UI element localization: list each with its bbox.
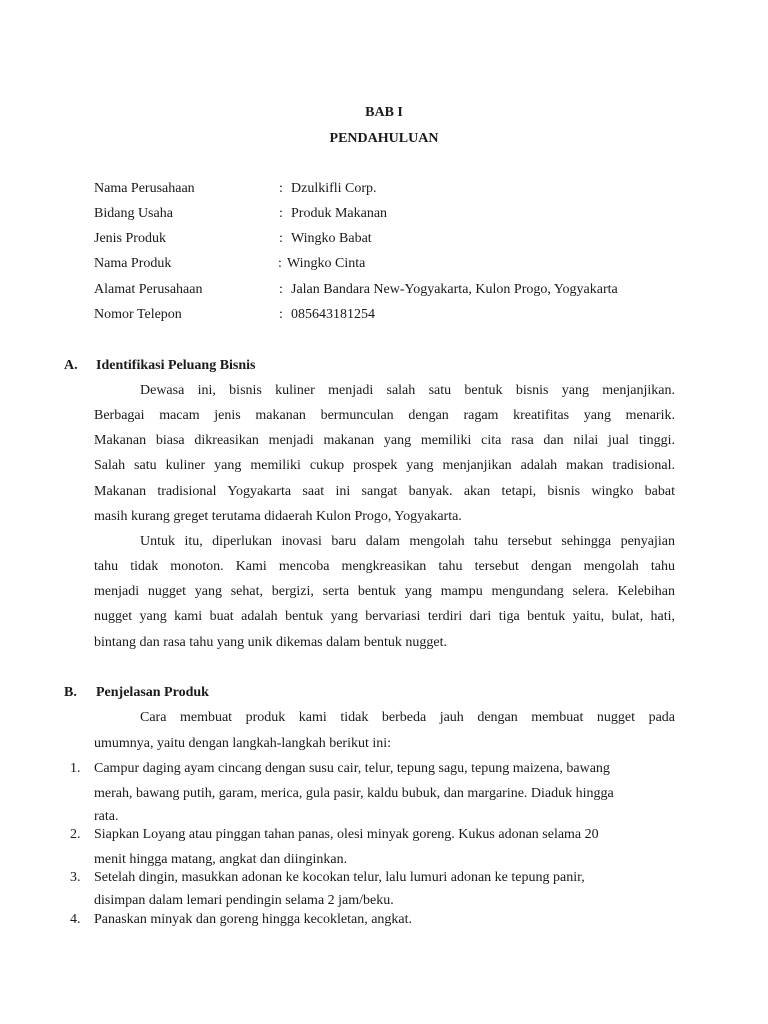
step-number: 3.: [70, 870, 81, 885]
step-text-line: Panaskan minyak dan goreng hingga kecokletan, angkat.: [94, 912, 413, 927]
text-line: Makanan biasa dikreasikan menjadi makanan yang memiliki cita rasa dan nilai jual tinggi.: [94, 433, 675, 448]
info-sep: :: [278, 256, 282, 271]
step-number: 4.: [70, 912, 81, 927]
section-a-heading: Identifikasi Peluang Bisnis: [96, 358, 256, 373]
step-text-line: menit hingga matang, angkat dan diinginkan.: [94, 852, 348, 867]
info-label: Bidang Usaha: [94, 206, 173, 221]
text-line: Makanan tradisional Yogyakarta saat ini sangat banyak. akan tetapi, bisnis wingko babat: [94, 484, 675, 499]
page-title: PENDAHULUAN: [329, 131, 439, 146]
info-label: Jenis Produk: [94, 231, 166, 246]
section-b-letter: B.: [64, 685, 77, 700]
section-a-letter: A.: [64, 358, 78, 373]
info-value-address: Jalan Bandara New-Yogyakarta, Kulon Progo, Yogyakarta: [291, 282, 618, 297]
step-number: 1.: [70, 761, 81, 776]
step-text-line: Setelah dingin, masukkan adonan ke kocokan telur, lalu lumuri adonan ke tepung panir,: [94, 870, 585, 885]
info-label: Alamat Perusahaan: [94, 282, 203, 297]
text-line: Salah satu kuliner yang memiliki cukup prospek yang menjanjikan adalah makan tradisional.: [94, 458, 675, 473]
info-label: Nomor Telepon: [94, 307, 182, 322]
info-value-type: Wingko Babat: [291, 231, 372, 246]
text-line: bintang dan rasa tahu yang unik dikemas dalam bentuk nugget.: [94, 635, 448, 650]
text-line: tahu tidak monoton. Kami mencoba mengkreasikan tahu tersebut dengan mengolah tahu: [94, 559, 675, 574]
text-line: Cara membuat produk kami tidak berbeda jauh dengan membuat nugget pada: [140, 710, 675, 725]
step-text-line: rata.: [94, 809, 119, 824]
info-value-phone: 085643181254: [291, 307, 375, 322]
text-line: umumnya, yaitu dengan langkah-langkah berikut ini:: [94, 736, 392, 751]
chapter-label: BAB I: [365, 105, 403, 120]
text-line: menjadi nugget yang sehat, bergizi, serta bentuk yang mampu mengundang selera. Kelebihan: [94, 584, 675, 599]
info-value-product: Wingko Cinta: [287, 256, 366, 271]
info-sep: :: [279, 282, 283, 297]
step-text-line: merah, bawang putih, garam, merica, gula pasir, kaldu bubuk, dan margarine. Diaduk hingga: [94, 786, 614, 801]
step-text-line: Siapkan Loyang atau pinggan tahan panas, olesi minyak goreng. Kukus adonan selama 20: [94, 827, 599, 842]
section-b-heading: Penjelasan Produk: [96, 685, 209, 700]
info-label: Nama Perusahaan: [94, 181, 195, 196]
text-line: Untuk itu, diperlukan inovasi baru dalam mengolah tahu tersebut sehingga penyajian: [140, 534, 675, 549]
info-sep: :: [279, 181, 283, 196]
info-value-company: Dzulkifli Corp.: [291, 181, 377, 196]
text-line: Berbagai macam jenis makanan bermunculan dengan ragam kreatifitas yang menarik.: [94, 408, 675, 423]
info-sep: :: [279, 206, 283, 221]
info-value-field: Produk Makanan: [291, 206, 388, 221]
step-text-line: Campur daging ayam cincang dengan susu cair, telur, tepung sagu, tepung maizena, bawang: [94, 761, 610, 776]
text-line: nugget yang kami buat adalah bentuk yang bervariasi terdiri dari tiga bentuk yaitu, bulat, hati,: [94, 609, 675, 624]
text-line: Dewasa ini, bisnis kuliner menjadi salah satu bentuk bisnis yang menjanjikan.: [140, 383, 675, 398]
info-sep: :: [279, 231, 283, 246]
info-label: Nama Produk: [94, 256, 172, 271]
text-line: masih kurang greget terutama didaerah Kulon Progo, Yogyakarta.: [94, 509, 462, 524]
info-sep: :: [279, 307, 283, 322]
step-number: 2.: [70, 827, 81, 842]
step-text-line: disimpan dalam lemari pendingin selama 2 jam/beku.: [94, 893, 394, 908]
